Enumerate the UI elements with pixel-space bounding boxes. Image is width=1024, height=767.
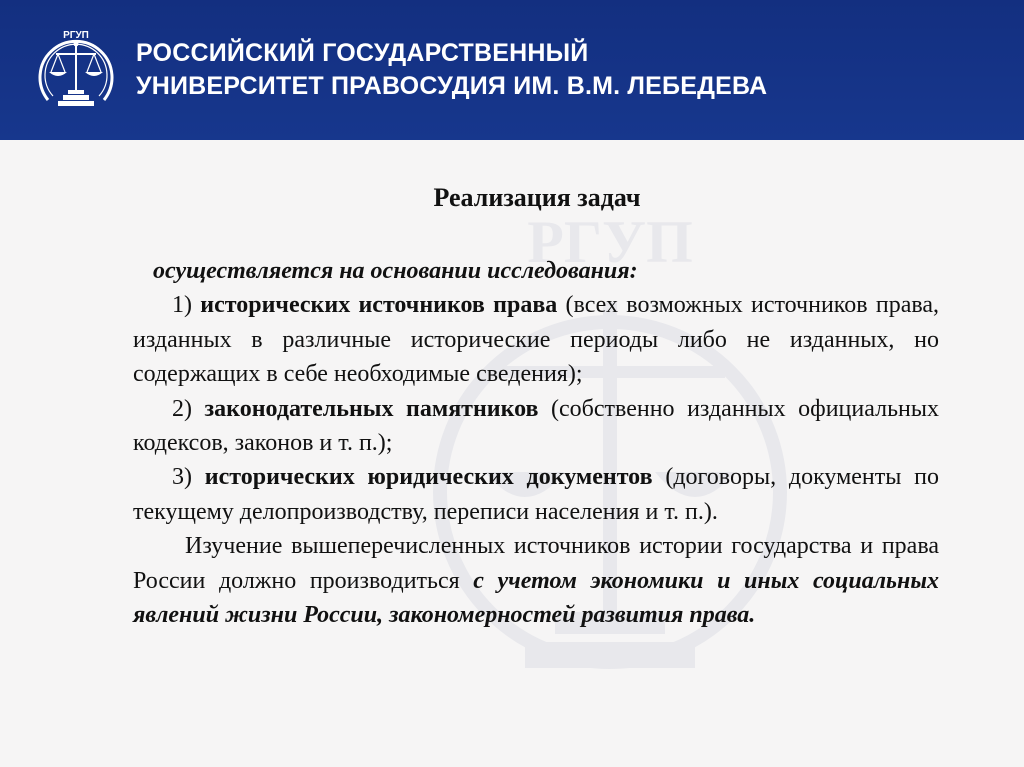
item-number: 3) — [172, 464, 192, 491]
university-name-line-1: РОССИЙСКИЙ ГОСУДАРСТВЕННЫЙ — [136, 39, 589, 67]
university-name — [136, 37, 767, 103]
list-item — [133, 460, 939, 529]
item-term: исторических юридических документов — [204, 464, 653, 491]
university-emblem-icon — [38, 22, 114, 116]
item-description: (всех возможных источников права, изданных в различные исторические периоды либо не изданных, но содержащих в себе необходимые сведения); — [133, 292, 940, 388]
header-banner — [0, 0, 1024, 140]
conclusion-paragraph — [133, 529, 939, 632]
watermark-label: РГУП — [527, 209, 693, 275]
slide-title: Реализация задач — [433, 183, 641, 212]
item-description: (собственно изданных официальных кодексов, законов и т. п.); — [133, 395, 940, 457]
item-term: законодательных памятников — [204, 395, 539, 422]
slide-body — [133, 254, 939, 632]
list-item — [133, 392, 939, 461]
lead-line: осуществляется на основании исследования: — [153, 258, 638, 284]
university-name-line-2: УНИВЕРСИТЕТ ПРАВОСУДИЯ ИМ. В.М. ЛЕБЕДЕВА — [136, 72, 768, 100]
conclusion-emphasis: с учетом экономики и иных социальных явлений жизни России, закономерностей развития права. — [133, 567, 939, 629]
conclusion-text: Изучение вышеперечисленных источников истории государства и права России должно производиться — [133, 533, 939, 594]
item-number: 1) — [172, 292, 192, 319]
list-item — [133, 288, 939, 391]
item-term: исторических источников права — [200, 292, 558, 319]
item-number: 2) — [172, 395, 192, 422]
item-description: (договоры, документы по текущему делопроизводству, переписи населения и т. п.). — [133, 464, 940, 525]
emblem-label: РГУП — [63, 30, 89, 41]
